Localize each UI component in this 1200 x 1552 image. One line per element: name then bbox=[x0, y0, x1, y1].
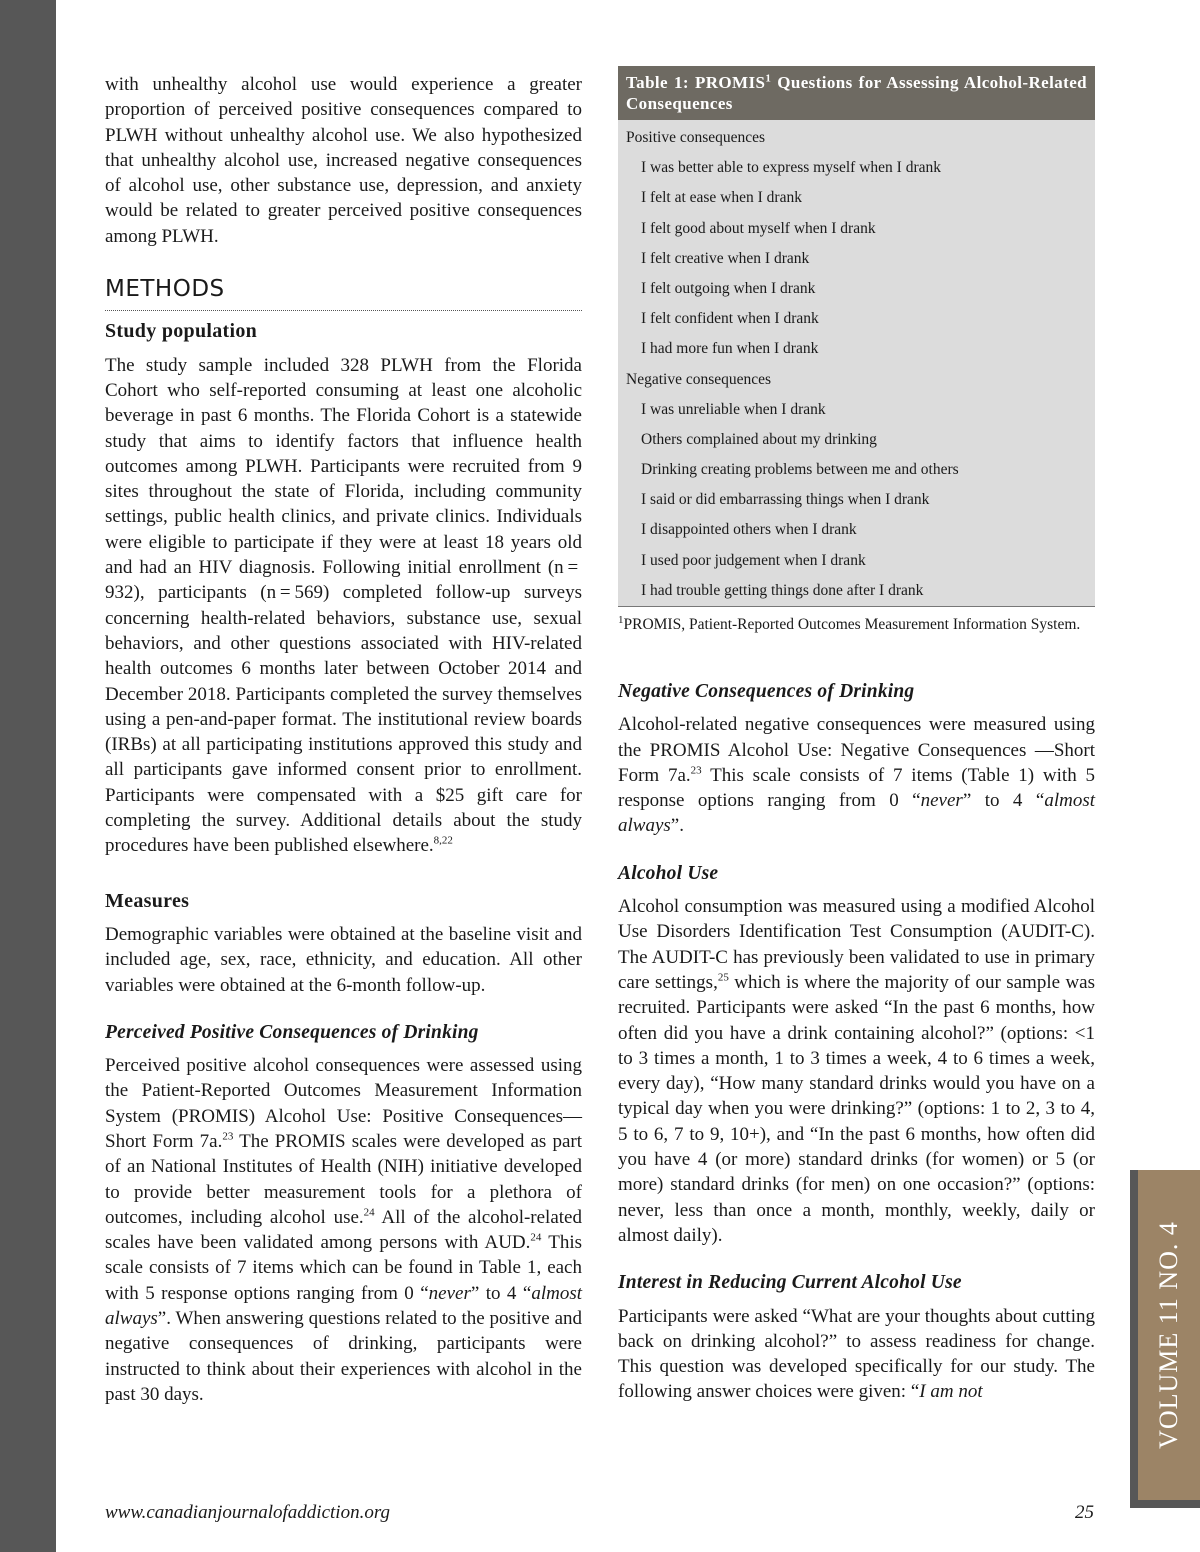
negative-text-4: ”. bbox=[670, 815, 684, 837]
left-column bbox=[105, 72, 582, 1407]
positive-consequences-heading: Perceived Positive Consequences of Drinking bbox=[105, 1021, 479, 1043]
table-row: I had more fun when I drank bbox=[641, 340, 819, 358]
table-title-part2: Questions for Assessing Alcohol-Related Consequences bbox=[626, 73, 1088, 113]
study-population-text: The study sample included 328 PLWH from the Florida Cohort who self-reported consuming at least one alcoholic beverage in past 6 months. The Florida Cohort is a statewide study that aims to identify factors that influence health outcomes among PLWH. Participants were recruited from 9 sites throughout the state of Florida, including community settings, public health clinics, and private clinics. Individuals were eligible to participate if they were at least 18 years old and had an HIV diagnosis. Following initial enrollment (n = 932), participants (n = 569) completed follow-up surveys concerning health-related behaviors, substance use, sexual behaviors, and other questions associated with HIV-related health outcomes 6 months later between October 2014 and December 2018. Participants completed the survey themselves using a pen-and-paper format. The institutional review boards (IRBs) at all participating institutions approved this study and all participants gave informed consent prior to enrollment. Participants were compensated with a $25 gift care for completing the survey. Additional details about the study procedures have been published elsewhere. bbox=[105, 354, 582, 857]
page-number: 25 bbox=[1075, 1502, 1094, 1523]
positive-ref-1: 23 bbox=[222, 1130, 234, 1143]
table-row: I was unreliable when I drank bbox=[641, 400, 826, 418]
footer-url[interactable]: www.canadianjournalofaddiction.org bbox=[105, 1502, 391, 1523]
intro-paragraph: with unhealthy alcohol use would experience a greater proportion of perceived positive consequences compared to PLWH without unhealthy alcohol use. We also hypothesized that unhealthy alcohol use, increased negative consequences of alcohol use, other substance use, depression, and anxiety would be related to greater perceived positive consequences among PLWH. bbox=[105, 74, 582, 247]
interest-reducing-heading: Interest in Reducing Current Alcohol Use bbox=[618, 1272, 962, 1294]
table-row: I felt creative when I drank bbox=[641, 249, 810, 267]
table-row: I used poor judgement when I drank bbox=[641, 551, 866, 569]
table-row: I felt at ease when I drank bbox=[641, 189, 802, 207]
table-group-positive: Positive consequences bbox=[626, 129, 766, 146]
alcohol-text-1: Alcohol consumption was measured using a modified Alcohol Use Disorders Identification Test Consumption (AUDIT-C). The AUDIT-C has previously been validated to use in primary care settings, bbox=[618, 896, 1095, 993]
measures-paragraph: Demographic variables were obtained at the baseline visit and included age, sex, race, ethnicity, and education. All other variables were obtained at the 6-month follow-up. bbox=[105, 923, 582, 996]
table-note-text: PROMIS, Patient-Reported Outcomes Measurement Information System. bbox=[623, 616, 1081, 633]
measures-heading: Measures bbox=[105, 889, 190, 912]
table-title-sup: 1 bbox=[765, 72, 772, 85]
negative-always: almost always bbox=[618, 790, 1095, 837]
positive-ref-2: 24 bbox=[363, 1206, 375, 1219]
negative-text-1: Alcohol-related negative consequences were measured using the PROMIS Alcohol Use: Negative Consequences —Short Form 7a. bbox=[618, 714, 1095, 786]
table-row: I said or did embarrassing things when I drank bbox=[641, 491, 930, 509]
table-note-sup: 1 bbox=[618, 613, 624, 626]
promis-table bbox=[618, 66, 1095, 607]
positive-ref-3: 24 bbox=[530, 1231, 542, 1244]
positive-text-5: ” to 4 “ bbox=[470, 1282, 532, 1304]
table-bottom-rule bbox=[618, 606, 1095, 607]
negative-ref: 23 bbox=[690, 764, 702, 777]
interest-text-1: Participants were asked “What are your thoughts about cutting back on drinking alcohol?” to assess readiness for change. This question was developed specifically for our study. The following answer choices were given: “ bbox=[618, 1305, 1095, 1403]
study-population-paragraph bbox=[105, 353, 582, 859]
table-row: Others complained about my drinking bbox=[641, 430, 877, 448]
volume-label: VOLUME 11 NO. 4 bbox=[1154, 1221, 1183, 1449]
right-column bbox=[618, 66, 1095, 1405]
negative-consequences-heading: Negative Consequences of Drinking bbox=[618, 681, 915, 702]
table-row: I had trouble getting things done after I drank bbox=[641, 581, 924, 599]
alcohol-ref: 25 bbox=[717, 971, 729, 984]
study-population-heading: Study population bbox=[105, 320, 258, 343]
positive-never: never bbox=[428, 1282, 471, 1304]
table-row: I disappointed others when I drank bbox=[641, 521, 857, 539]
alcohol-use-paragraph bbox=[618, 894, 1095, 1248]
study-population-ref: 8,22 bbox=[433, 834, 453, 847]
interest-italic: I am not bbox=[919, 1381, 983, 1403]
table-footnote bbox=[618, 615, 1095, 634]
positive-text-3: All of the alcohol-related scales have been validated among persons with AUD. bbox=[105, 1206, 582, 1254]
alcohol-use-heading: Alcohol Use bbox=[618, 862, 719, 884]
positive-consequences-paragraph bbox=[105, 1053, 582, 1407]
table-row: I felt good about myself when I drank bbox=[641, 219, 876, 237]
table-row: I felt confident when I drank bbox=[641, 310, 819, 328]
negative-consequences-paragraph bbox=[618, 712, 1095, 838]
interest-reducing-paragraph bbox=[618, 1304, 1095, 1405]
table-title bbox=[618, 66, 1095, 120]
negative-never: never bbox=[920, 790, 963, 812]
table-row: I was better able to express myself when I drank bbox=[641, 159, 941, 177]
table-group-negative: Negative consequences bbox=[626, 370, 772, 388]
negative-text-2: This scale consists of 7 items (Table 1) with 5 response options ranging from 0 “ bbox=[618, 764, 1095, 812]
positive-always: almost always bbox=[105, 1282, 582, 1330]
alcohol-text-2: which is where the majority of our sample was recruited. Participants were asked “In the past 6 months, how often did you have a drink containing alcohol?” (options: <1 to 3 times a month, 1 to 3 times a week, 4 to 6 times a week, every day), “How many standard drinks would you have on a typical day when you were drinking?” (options: 1 to 2, 3 to 4, 5 to 6, 7 to 9, 10+), and “In the past 6 months, how often did you have 4 (or more) standard drinks (for women) or 5 (or more) standard drinks (for men) on one occasion?” (options: never, less than once a month, monthly, weekly, daily or almost daily). bbox=[618, 971, 1095, 1246]
positive-text-2: The PROMIS scales were developed as part of an National Institutes of Health (NIH) initiative developed to provide better measurement tools for a plethora of outcomes, including alcohol use. bbox=[105, 1130, 583, 1228]
positive-text-4: This scale consists of 7 items which can be found in Table 1, each with 5 response options ranging from 0 “ bbox=[105, 1232, 583, 1304]
positive-text-1: Perceived positive alcohol consequences were assessed using the Patient-Reported Outcomes Measurement Information System (PROMIS) Alcohol Use: Positive Consequences—Short Form 7a. bbox=[105, 1055, 582, 1152]
positive-text-6: ”. When answering questions related to the positive and negative consequences of drinking, participants were instructed to think about their experiences with alcohol in the past 30 days. bbox=[105, 1308, 582, 1405]
negative-text-3: ” to 4 “ bbox=[962, 790, 1045, 812]
table-row: Drinking creating problems between me and others bbox=[641, 461, 959, 479]
table-row: I felt outgoing when I drank bbox=[641, 279, 816, 297]
table-title-part1: Table 1: PROMIS bbox=[626, 73, 766, 92]
methods-heading: METHODS bbox=[105, 277, 582, 311]
